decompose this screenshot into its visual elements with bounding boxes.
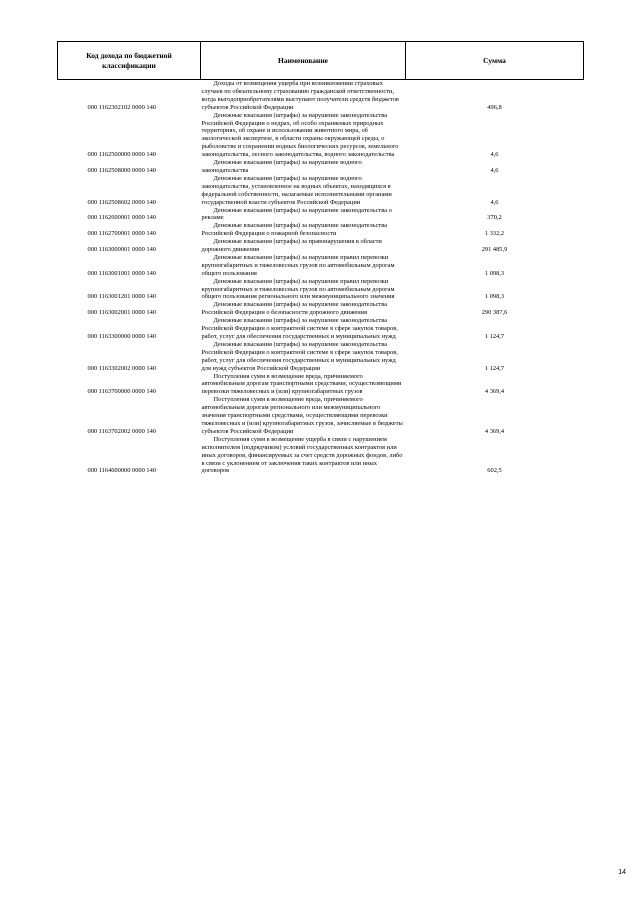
revenue-name: Поступления сумм в возмещение ущерба в связи с нарушением исполнителем (подрядчиком) условий государственных контрактов или иных договоров, финансируемых за счет средств дорожных фондов, либо в связи с уклонением от заключения таких контрактов или иных договоров (201, 435, 403, 475)
revenue-name: Денежные взыскания (штрафы) за нарушение законодательства Российской Федерации о безопасности дорожного движения (201, 301, 387, 317)
table-header-row (58, 42, 584, 80)
revenue-name: Поступления сумм в возмещение вреда, причиняемого автомобильным дорогам регионального или межмуниципального значения транспортными средствами, осуществляющими перевозки тяжеловесных и (или) крупногабаритных грузов, зачисляемые в бюджеты субъектов Российской Федерации (201, 396, 403, 435)
revenue-name: Денежные взыскания (штрафы) за нарушение водного законодательства (201, 159, 362, 174)
table-row (58, 373, 584, 397)
table-row (58, 159, 584, 175)
revenue-name: Доходы от возмещения ущерба при возникновении страховых случаев по обязательному страхованию гражданской ответственности, когда выгодоприобретателями выступают получатели средств бюджетов субъектов Российской Федерации (201, 80, 399, 111)
revenue-sum: 4 369,4 (484, 388, 505, 396)
table-row (58, 254, 584, 278)
revenue-code: 000 1163700000 0000 140 (87, 388, 156, 396)
revenue-sum: 1 124,7 (484, 364, 505, 372)
revenue-name-cell (201, 207, 406, 223)
revenue-name: Денежные взыскания (штрафы) за нарушение законодательства о рекламе (201, 206, 392, 222)
revenue-name-cell (201, 373, 406, 397)
revenue-sum: 4,6 (490, 166, 499, 174)
revenue-code: 000 1162508000 0000 140 (87, 166, 156, 174)
revenue-sum: 291 485,9 (481, 246, 508, 254)
revenue-name: Денежные взыскания (штрафы) за нарушение законодательства Российской Федерации о контрактной системе в сфере закупок товаров, работ, услуг для обеспечения государственных и муниципальных нужд для нужд субъектов Российской Федерации (201, 340, 398, 372)
revenue-code: 000 1163001201 0000 140 (87, 293, 156, 301)
revenue-code: 000 1163001001 0000 140 (87, 269, 156, 277)
revenue-code: 000 1163000001 0000 140 (87, 246, 156, 254)
revenue-code: 000 1162500000 0000 140 (87, 151, 156, 159)
revenue-name-cell (201, 254, 406, 278)
revenue-name-cell (201, 341, 406, 373)
table-row (58, 317, 584, 341)
revenue-sum: 602,5 (487, 467, 502, 475)
revenue-name-cell (201, 436, 406, 476)
revenue-name-cell (201, 301, 406, 317)
revenue-sum: 370,2 (487, 214, 502, 222)
revenue-name: Денежные взыскания (штрафы) за правонарушения в области дорожного движения (201, 238, 382, 254)
table-row (58, 396, 584, 436)
table-row (58, 80, 584, 112)
revenue-sum: 1 098,3 (484, 269, 505, 277)
revenue-code: 000 1162302102 0000 140 (87, 103, 156, 111)
revenue-sum: 496,8 (487, 103, 502, 111)
table-row (58, 238, 584, 254)
table-row (58, 301, 584, 317)
revenue-name: Денежные взыскания (штрафы) за нарушение правил перевозки крупногабаритных и тяжеловесных грузов по автомобильным дорогам общего пользования (201, 253, 395, 277)
revenue-code: 000 1162700001 0000 140 (87, 230, 156, 238)
code-column-header: Код дохода по бюджетной классификации (58, 42, 201, 80)
revenue-name: Денежные взыскания (штрафы) за нарушение правил перевозки крупногабаритных и тяжеловесных грузов по автомобильным дорогам общего пользования регионального или межмуниципального значения (201, 277, 395, 301)
revenue-name: Денежные взыскания (штрафы) за нарушение законодательства Российской Федерации о контрактной системе в сфере закупок товаров, работ, услуг для обеспечения государственных и муниципальных нужд (201, 317, 398, 340)
revenue-sum: 1 124,7 (484, 333, 505, 340)
revenue-table (57, 41, 584, 475)
revenue-name-cell (201, 80, 406, 112)
revenue-sum: 290 387,6 (481, 309, 508, 317)
revenue-code: 000 1163002001 0000 140 (87, 309, 156, 317)
table-body (58, 80, 584, 476)
revenue-sum: 4,6 (490, 198, 499, 206)
table-row (58, 175, 584, 207)
revenue-name-cell (201, 112, 406, 159)
revenue-name-cell (201, 317, 406, 341)
revenue-name-cell (201, 238, 406, 254)
revenue-code: 000 1163302002 0000 140 (87, 364, 156, 372)
revenue-sum: 1 332,2 (484, 230, 505, 238)
name-column-header: Наименование (201, 42, 406, 80)
revenue-code: 000 1164600000 0000 140 (87, 467, 156, 475)
table-row (58, 436, 584, 476)
revenue-name-cell (201, 396, 406, 436)
page-number: 14 (618, 869, 626, 876)
revenue-sum: 4 369,4 (484, 427, 505, 435)
revenue-name: Денежные взыскания (штрафы) за нарушение водного законодательства, установленное на водных объектах, находящихся в федеральной собственности, налагаемые исполнительными органами государственной власти субъектов Российской Федерации (201, 174, 392, 206)
table-row (58, 278, 584, 302)
revenue-code: 000 1163300000 0000 140 (87, 333, 156, 340)
revenue-name: Поступления сумм в возмещение вреда, причиняемого автомобильным дорогам транспортными средствами, осуществляющими перевозки тяжеловесных и (или) крупногабаритных грузов (201, 372, 402, 396)
revenue-name-cell (201, 278, 406, 302)
revenue-code: 000 1162600001 0000 140 (87, 214, 156, 222)
revenue-name-cell (201, 222, 406, 238)
revenue-code: 000 1163702002 0000 140 (87, 427, 156, 435)
table-row (58, 207, 584, 223)
table-row (58, 112, 584, 159)
revenue-sum: 4,6 (490, 151, 499, 159)
sum-column-header: Сумма (406, 42, 584, 80)
table-row (58, 222, 584, 238)
revenue-sum: 1 098,3 (484, 293, 505, 301)
revenue-name: Денежные взыскания (штрафы) за нарушение законодательства Российской Федерации о пожарной безопасности (201, 222, 387, 238)
revenue-name-cell (201, 159, 406, 175)
table-row (58, 341, 584, 373)
revenue-name-cell (201, 175, 406, 207)
revenue-name: Денежные взыскания (штрафы) за нарушение законодательства Российской Федерации о недрах, об особо охраняемых природных территориях, об охране и использовании животного мира, об экологической экспертизе, в области охраны окружающей среды, о рыболовстве и сохранении водных биологических ресурсов, земельного законодательства, лесного законодательства, водного законодательства (201, 111, 399, 159)
revenue-code: 000 1162508602 0000 140 (87, 198, 156, 206)
